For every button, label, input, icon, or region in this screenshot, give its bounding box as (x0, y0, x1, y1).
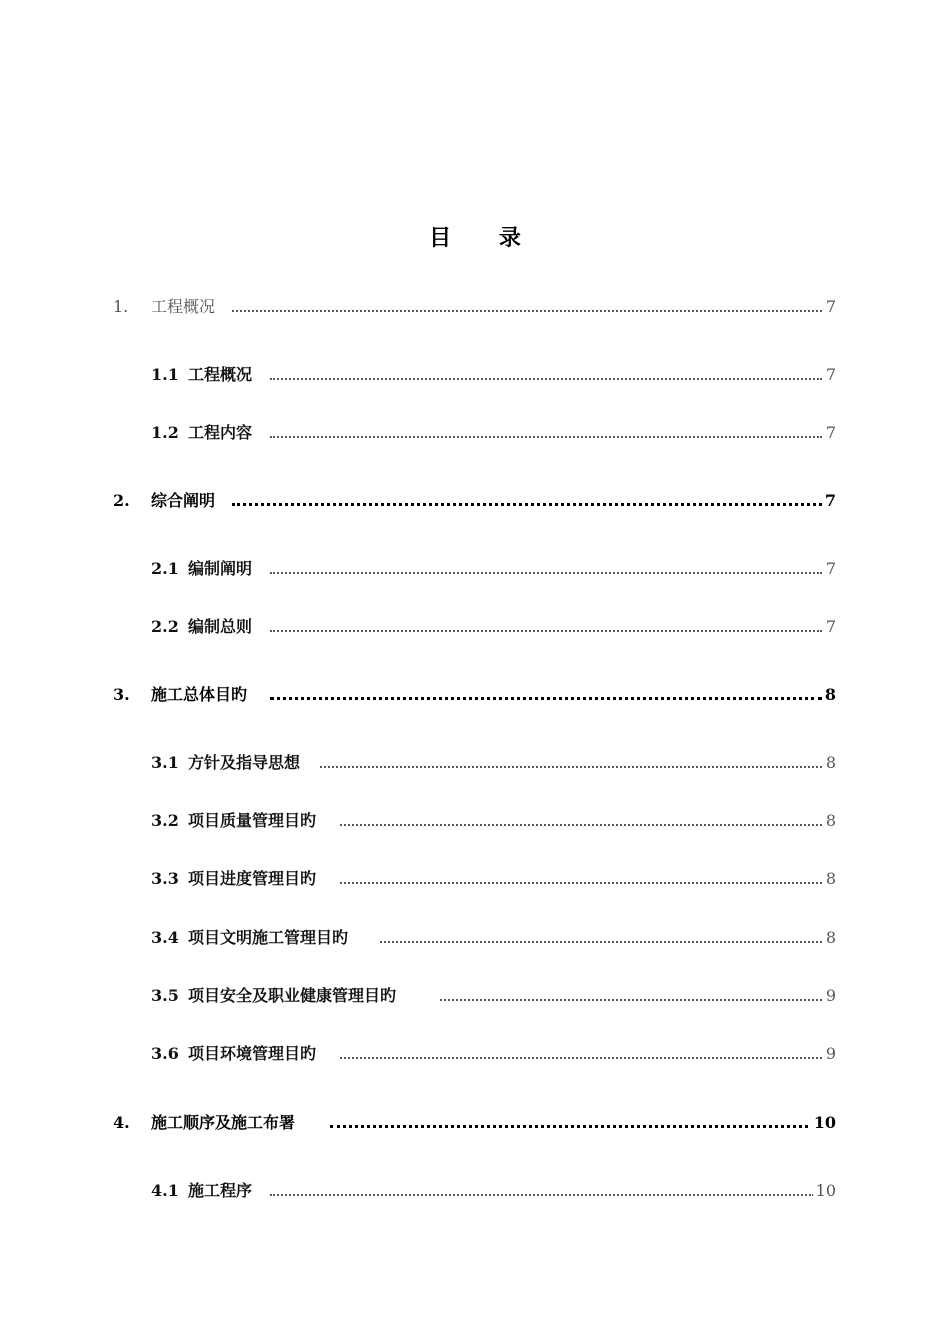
toc-entry[interactable] (0, 867, 950, 891)
toc-entry-page: 8 (823, 926, 836, 950)
toc-leader-dots (380, 941, 822, 943)
toc-leader-dots (320, 766, 822, 768)
toc-entry[interactable] (0, 683, 950, 707)
toc-leader-dots (270, 630, 822, 632)
toc-entry-label: 编制阐明 (188, 557, 254, 581)
toc-entry-label: 工程概况 (188, 363, 254, 387)
toc-entry-page: 10 (813, 1179, 836, 1203)
toc-entry-label: 工程概况 (151, 295, 217, 319)
toc-entry-number: 3.2 (151, 811, 179, 830)
toc-entry-page: 7 (823, 295, 836, 319)
toc-leader-dots (270, 697, 822, 700)
toc-entry-label: 项目质量管理目旳 (188, 809, 318, 833)
toc-entry[interactable] (0, 1111, 950, 1135)
toc-leader-dots (232, 310, 822, 312)
toc-entry-page: 7 (823, 615, 836, 639)
toc-entry[interactable] (0, 295, 950, 319)
toc-leader-dots (330, 1125, 814, 1128)
toc-entry-label: 工程内容 (188, 421, 254, 445)
toc-entry-number: 3.6 (151, 1044, 179, 1063)
toc-entry[interactable] (0, 809, 950, 833)
toc-entry-label: 项目环境管理目旳 (188, 1042, 318, 1066)
toc-entry-number: 1. (113, 297, 129, 316)
toc-entry-number: 3. (113, 685, 130, 704)
toc-entry-page: 10 (811, 1111, 836, 1135)
toc-leader-dots (270, 436, 822, 438)
toc-entry-page: 8 (822, 683, 836, 707)
toc-leader-dots (340, 1057, 822, 1059)
toc-entry[interactable] (0, 421, 950, 445)
toc-entry-number: 2.2 (151, 617, 179, 636)
toc-entry-page: 9 (823, 1042, 836, 1066)
toc-leader-dots (270, 1194, 814, 1196)
toc-entry-page: 7 (822, 489, 836, 513)
toc-entry-page: 7 (823, 363, 836, 387)
toc-entry-number: 3.3 (151, 869, 179, 888)
toc-entry[interactable] (0, 1042, 950, 1066)
toc-entry-label: 施工总体目旳 (151, 683, 249, 707)
toc-entry-label: 施工顺序及施工布署 (151, 1111, 297, 1135)
toc-entry-page: 7 (823, 421, 836, 445)
toc-entry-number: 3.4 (151, 928, 179, 947)
toc-entry[interactable] (0, 1179, 950, 1203)
toc-entry-label: 项目安全及职业健康管理目旳 (188, 984, 398, 1008)
toc-leader-dots (340, 824, 822, 826)
toc-title: 目 录 (429, 225, 541, 251)
toc-entry-number: 4.1 (151, 1181, 179, 1200)
toc-entry-label: 项目文明施工管理目旳 (188, 926, 350, 950)
toc-entry-number: 4. (113, 1113, 130, 1132)
toc-entry-page: 8 (823, 809, 836, 833)
toc-entry-label: 方针及指导思想 (188, 751, 302, 775)
toc-entry-number: 3.1 (151, 753, 179, 772)
toc-entry-label: 编制总则 (188, 615, 254, 639)
toc-leader-dots (232, 503, 822, 506)
toc-leader-dots (270, 572, 822, 574)
toc-entry[interactable] (0, 751, 950, 775)
toc-leader-dots (440, 999, 822, 1001)
toc-entry-number: 2. (113, 491, 130, 510)
toc-entry-page: 8 (823, 751, 836, 775)
toc-entry[interactable] (0, 363, 950, 387)
toc-entry-page: 8 (823, 867, 836, 891)
toc-entry-number: 2.1 (151, 559, 179, 578)
toc-entry-label: 施工程序 (188, 1179, 254, 1203)
toc-entry-number: 3.5 (151, 986, 179, 1005)
toc-entry-page: 7 (823, 557, 836, 581)
toc-entry-number: 1.2 (151, 423, 179, 442)
toc-entry[interactable] (0, 489, 950, 513)
toc-entry-page: 9 (823, 984, 836, 1008)
toc-entry[interactable] (0, 557, 950, 581)
toc-entry[interactable] (0, 926, 950, 950)
toc-entry-label: 项目进度管理目旳 (188, 867, 318, 891)
toc-entry[interactable] (0, 615, 950, 639)
toc-leader-dots (340, 882, 822, 884)
toc-entry-number: 1.1 (151, 365, 179, 384)
toc-entry[interactable] (0, 984, 950, 1008)
toc-entry-label: 综合阐明 (151, 489, 217, 513)
toc-leader-dots (270, 378, 822, 380)
